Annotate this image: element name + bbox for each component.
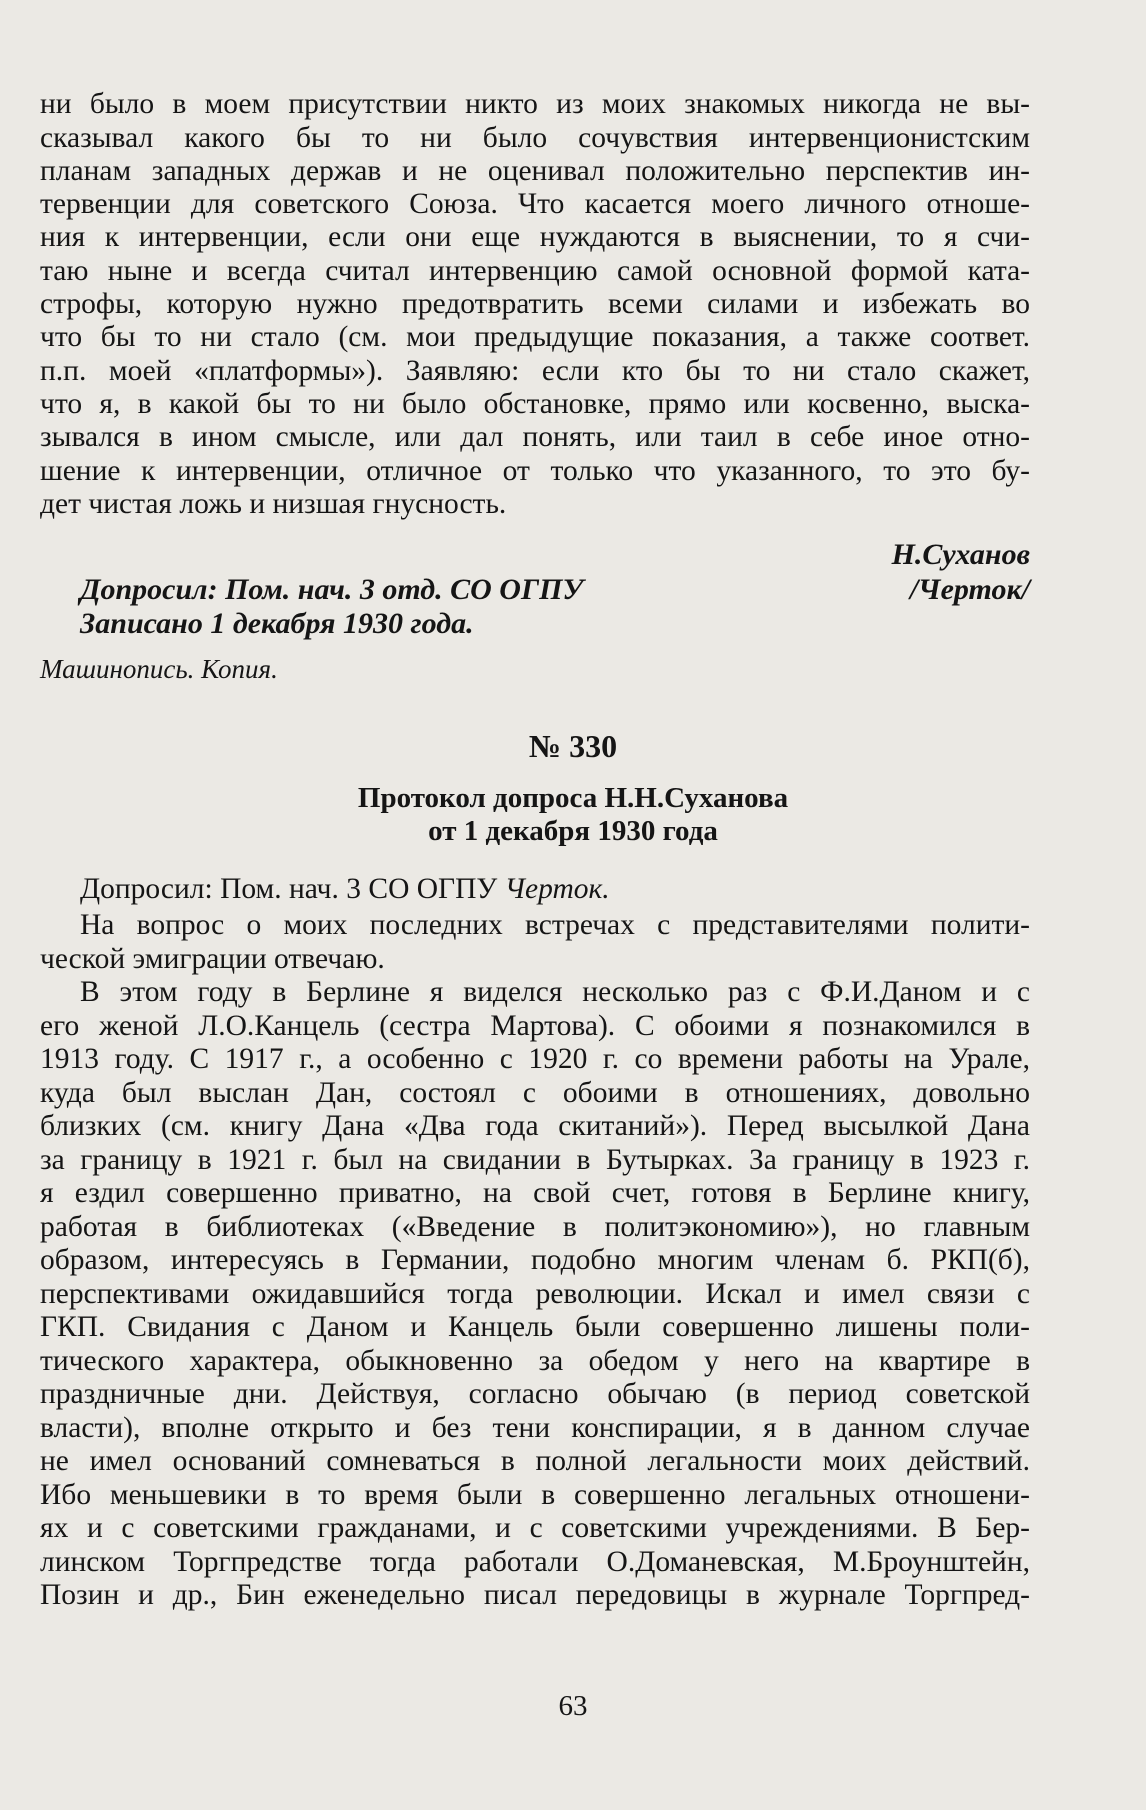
text-line: ях и с советскими гражданами, и с советскими учреждениями. В Бер- <box>40 1512 1030 1544</box>
text-line: ния к интервенции, если они еще нуждаются в выяснении, то я счи- <box>40 221 1030 253</box>
text-line: На вопрос о моих последних встречах с представителями полити- <box>80 909 1030 941</box>
document-number: № 330 <box>528 728 618 764</box>
text-line: планам западных держав и не оценивал положительно перспектив ин- <box>40 155 1030 187</box>
text-line: п.п. моей «платформы»). Заявляю: если кто бы то ни стало скажет, <box>40 355 1030 387</box>
text-line: сказывал какого бы то ни было сочувствия интервенционистским <box>40 122 1030 154</box>
text-line: строфы, которую нужно предотвратить всеми силами и избежать во <box>40 288 1030 320</box>
text-line: я ездил совершенно приватно, на свой счет, готовя в Берлине книгу, <box>40 1177 1030 1209</box>
document-title-line-1: Протокол допроса Н.Н.Суханова <box>357 782 789 814</box>
text-line: ГКП. Свидания с Даном и Канцель были совершенно лишены поли- <box>40 1311 1030 1343</box>
text-line: 1913 году. С 1917 г., а особенно с 1920 г. со времени работы на Урале, <box>40 1043 1030 1075</box>
text-line: за границу в 1921 г. был на свидании в Бутырках. За границу в 1923 г. <box>40 1144 1030 1176</box>
text-line: шение к интервенции, отличное от только что указанного, то это бу- <box>40 455 1030 487</box>
text-line: зывался в ином смысле, или дал понять, или таил в себе иное отно- <box>40 421 1030 453</box>
text-line: линском Торгпредстве тогда работали О.Доманевская, М.Броунштейн, <box>40 1546 1030 1578</box>
page-number: 63 <box>558 1690 588 1722</box>
text-line: ческой эмиграции отвечаю. <box>40 943 385 975</box>
text-line: дет чистая ложь и низшая гнусность. <box>40 488 507 520</box>
interrogator-line <box>80 871 1030 907</box>
signature-name: Н.Суханов <box>891 538 1030 571</box>
text-line: не имел оснований сомневаться в полной легальности моих действий. <box>40 1445 1030 1477</box>
text-line: куда был выслан Дан, состоял с обоими в отношениях, довольно <box>40 1077 1030 1109</box>
text-line: Ибо меньшевики в то время были в совершенно легальных отношени- <box>40 1479 1030 1511</box>
text-line: перспективами ожидавшийся тогда революции. Искал и имел связи с <box>40 1278 1030 1310</box>
document-title-line-2: от 1 декабря 1930 года <box>428 815 718 847</box>
interrogated-by: Допросил: Пом. нач. 3 отд. СО ОГПУ <box>80 573 584 606</box>
text-line: праздничные дни. Действуя, согласно обычаю (в период советской <box>40 1378 1030 1410</box>
text-line: что бы то ни стало (см. мои предыдущие показания, а также соответ. <box>40 321 1030 353</box>
text-line: работая в библиотеках («Введение в политэкономию»), но главным <box>40 1211 1030 1243</box>
text-line: Позин и др., Бин еженедельно писал передовицы в журнале Торгпред- <box>40 1579 1030 1611</box>
text-line: таю ныне и всегда считал интервенцию самой основной формой ката- <box>40 255 1030 287</box>
text-line: тического характера, обыкновенно за обедом у него на квартире в <box>40 1345 1030 1377</box>
text-line: образом, интересуясь в Германии, подобно многим членам б. РКП(б), <box>40 1244 1030 1276</box>
text-line: власти), вполне открыто и без тени конспирации, я в данном случае <box>40 1412 1030 1444</box>
text-line: близких (см. книгу Дана «Два года скитаний»). Перед высылкой Дана <box>40 1110 1030 1142</box>
interrogator-alias: /Черток/ <box>909 573 1030 606</box>
text-line: что я, в какой бы то ни было обстановке, прямо или косвенно, выска- <box>40 388 1030 420</box>
record-date: Записано 1 декабря 1930 года. <box>80 607 474 640</box>
interrogator-label: Допросил: Пом. нач. 3 СО ОГПУ <box>80 873 498 905</box>
source-note: Машинопись. Копия. <box>40 654 278 684</box>
text-line: его женой Л.О.Канцель (сестра Мартова). С обоими я познакомился в <box>40 1010 1030 1042</box>
text-line: тервенции для советского Союза. Что касается моего личного отноше- <box>40 188 1030 220</box>
text-line: В этом году в Берлине я виделся несколько раз с Ф.И.Даном и с <box>80 976 1030 1008</box>
interrogator-name: Черток. <box>504 873 610 905</box>
text-line: ни было в моем присутствии никто из моих знакомых никогда не вы- <box>40 88 1030 120</box>
